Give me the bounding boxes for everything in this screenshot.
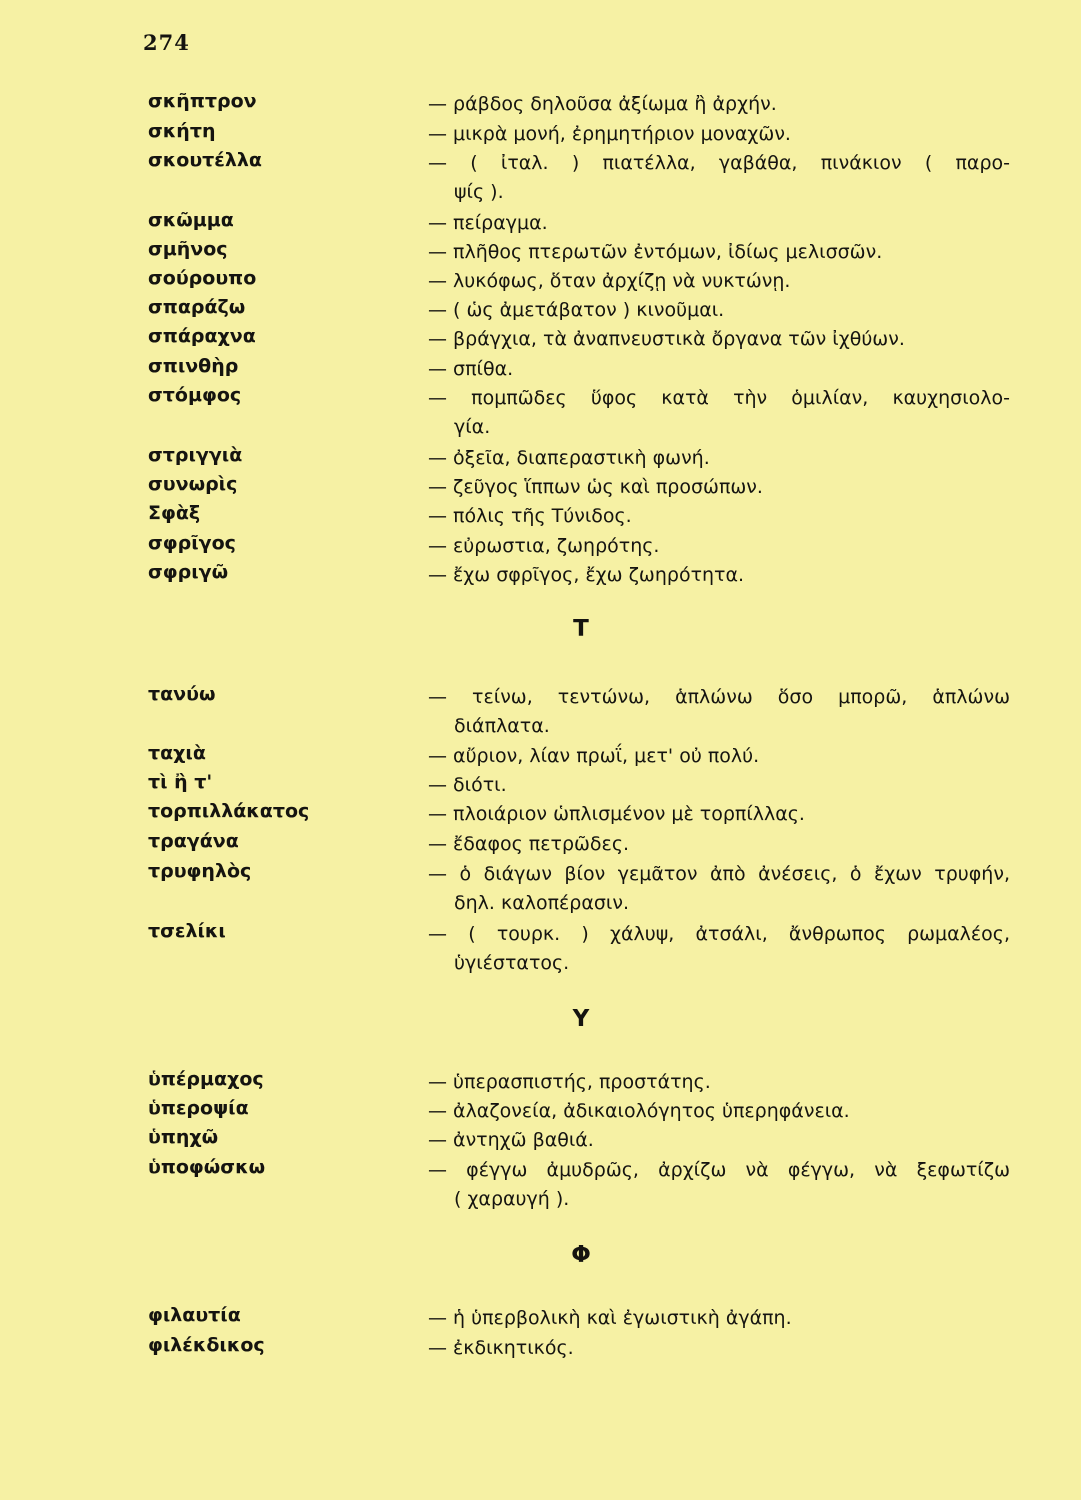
entry-definition: — ἔδαφος πετρῶδες. — [428, 833, 630, 855]
entry-definition: — εὐρωστια, ζωηρότης. — [428, 535, 660, 557]
entry-term: στριγγιὰ — [148, 444, 243, 466]
entry-term: ὑπηχῶ — [148, 1126, 219, 1148]
entry-term: ταχιὰ — [148, 742, 206, 764]
entry-definition: — πόλις τῆς Τύνιδος. — [428, 505, 632, 527]
entry-term: σπινθὴρ — [148, 355, 239, 377]
entry-definition: — ( ἰταλ. ) πιατέλλα, γαβάθα, πινάκιον ( παρο- ψίς ). — [428, 152, 1010, 203]
entry-term: σφριγῶ — [148, 561, 229, 583]
entry-term: τραγάνα — [148, 830, 239, 852]
entry-term: ὑπέρμαχος — [148, 1068, 264, 1090]
entry-definition: — βράγχια, τὰ ἀναπνευστικὰ ὄργανα τῶν ἰχθύων. — [428, 328, 905, 350]
entry-term: σπαράζω — [148, 296, 246, 318]
entry-term: ὑπεροψία — [148, 1097, 249, 1119]
entry-term: σπάραχνα — [148, 325, 256, 347]
entry-term: συνωρὶς — [148, 473, 238, 495]
entry-term: σκῆπτρον — [148, 90, 257, 112]
section-letter-upsilon: Υ — [572, 1006, 590, 1032]
entry-definition: — ὀξεῖα, διαπεραστικὴ φωνή. — [428, 447, 710, 469]
entry-definition: — πείραγμα. — [428, 212, 548, 234]
entry-definition: — ὁ διάγων βίον γεμᾶτον ἀπὸ ἀνέσεις, ὁ ἔχων τρυφήν, δηλ. καλοπέρασιν. — [428, 863, 1010, 914]
entry-definition: — πλοιάριον ὡπλισμένον μὲ τορπίλλας. — [428, 803, 805, 825]
entry-term: φιλαυτία — [148, 1304, 241, 1326]
entry-term: σκήτη — [148, 120, 216, 142]
section-letter-phi: Φ — [571, 1242, 591, 1268]
entry-definition: — πομπῶδες ὕφος κατὰ τὴν ὁμιλίαν, καυχησιολο- γία. — [428, 387, 1010, 438]
entry-definition: — ἔχω σφρῖγος, ἔχω ζωηρότητα. — [428, 564, 745, 586]
entry-definition: — πλῆθος πτερωτῶν ἐντόμων, ἰδίως μελισσῶν. — [428, 241, 883, 263]
entry-term: ὑποφώσκω — [148, 1156, 266, 1178]
page-number: 274 — [143, 30, 190, 55]
entry-definition: — φέγγω ἀμυδρῶς, ἀρχίζω νὰ φέγγω, νὰ ξεφωτίζω ( χαραυγή ). — [428, 1159, 1010, 1210]
entry-definition: — μικρὰ μονή, ἐρημητήριον μοναχῶν. — [428, 123, 791, 145]
entry-term: σούρουπο — [148, 267, 257, 289]
section-letter-tau: Τ — [573, 616, 589, 642]
entry-definition: — ( τουρκ. ) χάλυψ, ἀτσάλι, ἄνθρωπος ρωμαλέος, ὑγιέστατος. — [428, 923, 1010, 974]
entry-term: σφρῖγος — [148, 532, 236, 554]
entry-term: τὶ ἢ τ' — [148, 771, 213, 793]
entry-definition: — ἡ ὑπερβολικὴ καὶ ἐγωιστικὴ ἀγάπη. — [428, 1307, 792, 1329]
entry-term: σμῆνος — [148, 238, 228, 260]
entry-definition: — διότι. — [428, 774, 507, 796]
entry-term: τορπιλλάκατος — [148, 800, 310, 822]
entry-definition: — σπίθα. — [428, 358, 514, 380]
entry-definition: — ἀντηχῶ βαθιά. — [428, 1129, 594, 1151]
entry-term: σκῶμμα — [148, 209, 234, 231]
entry-definition: — ἐκδικητικός. — [428, 1337, 574, 1359]
entry-term: τσελίκι — [148, 920, 226, 942]
entry-definition: — ὑπερασπιστής, προστάτης. — [428, 1071, 711, 1093]
entry-definition: — ἀλαζονεία, ἀδικαιολόγητος ὑπερηφάνεια. — [428, 1100, 850, 1122]
entry-term: τανύω — [148, 683, 216, 705]
entry-term: στόμφος — [148, 384, 242, 406]
entry-definition: — ( ὡς ἀμετάβατον ) κινοῦμαι. — [428, 299, 725, 321]
entry-term: Σφὰξ — [148, 502, 201, 524]
entry-definition: — ράβδος δηλοῦσα ἀξίωμα ἢ ἀρχήν. — [428, 93, 777, 115]
entry-term: σκουτέλλα — [148, 149, 262, 171]
entry-definition: — τείνω, τεντώνω, ἁπλώνω ὅσο μπορῶ, ἁπλώνω διάπλατα. — [428, 686, 1010, 737]
entry-term: τρυφηλὸς — [148, 860, 252, 882]
entry-term: φιλέκδικος — [148, 1334, 265, 1356]
entry-definition: — αὔριον, λίαν πρωΐ, μετ' οὐ πολύ. — [428, 745, 760, 767]
entry-definition: — λυκόφως, ὅταν ἀρχίζῃ νὰ νυκτώνῃ. — [428, 270, 791, 292]
entry-definition: — ζεῦγος ἵππων ὡς καὶ προσώπων. — [428, 476, 763, 498]
